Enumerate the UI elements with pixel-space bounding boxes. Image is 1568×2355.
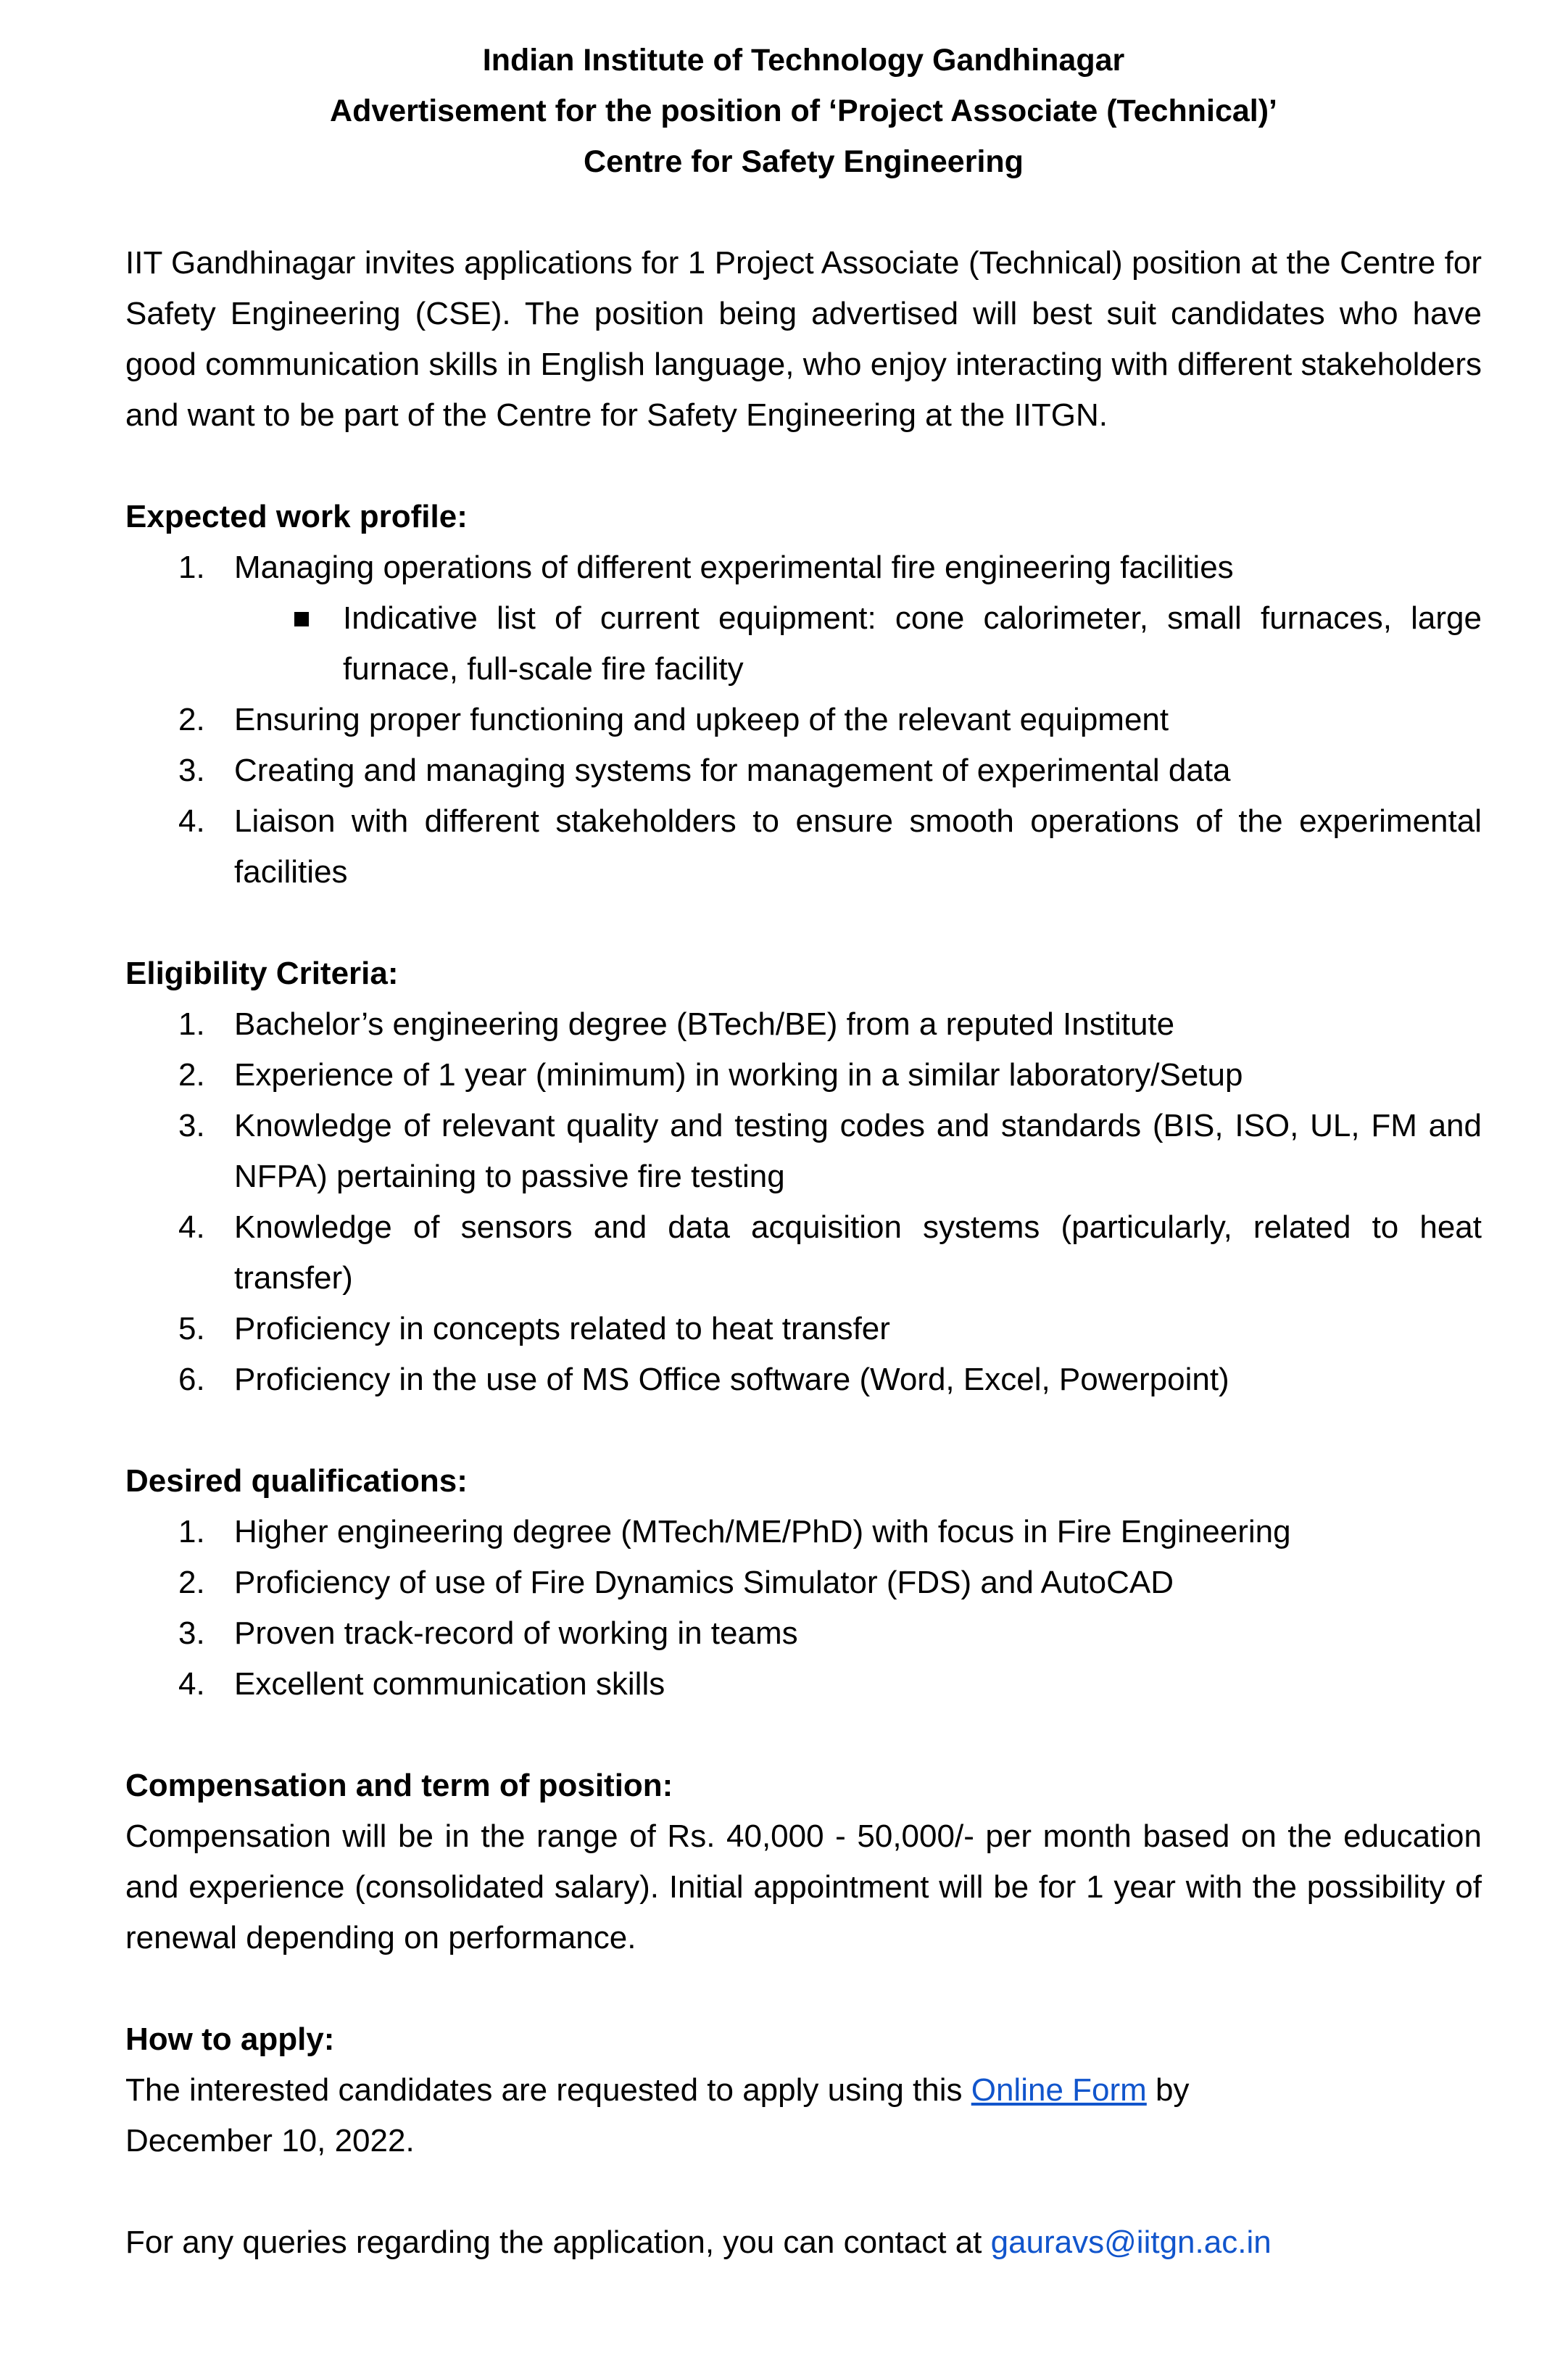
list-number: 1. bbox=[178, 1514, 205, 1549]
list-item bbox=[125, 745, 1482, 796]
document-page bbox=[125, 35, 1482, 2268]
list-number: 1. bbox=[178, 1006, 205, 1042]
spacer bbox=[125, 898, 1482, 948]
desired-qualifications-heading: Desired qualifications: bbox=[125, 1463, 468, 1499]
list-item-text: Knowledge of sensors and data acquisition systems (particularly, related to heat transfer) bbox=[234, 1209, 1482, 1296]
list-number: 1. bbox=[178, 550, 205, 585]
list-number: 2. bbox=[178, 1565, 205, 1600]
online-form-link[interactable]: Online Form bbox=[971, 2072, 1147, 2108]
list-item bbox=[125, 796, 1482, 898]
institute-name: Indian Institute of Technology Gandhinagar bbox=[482, 43, 1125, 78]
spacer bbox=[125, 187, 1482, 238]
apply-text: The interested candidates are requested to apply using this bbox=[125, 2072, 971, 2108]
list-item-text: Ensuring proper functioning and upkeep of the relevant equipment bbox=[234, 702, 1169, 737]
list-item bbox=[125, 1608, 1482, 1659]
list-number: 6. bbox=[178, 1362, 205, 1397]
list-item bbox=[125, 1304, 1482, 1354]
list-item-text: Excellent communication skills bbox=[234, 1666, 665, 1702]
list-item bbox=[125, 1507, 1482, 1557]
advertisement-title: Advertisement for the position of ‘Project Associate (Technical)’ bbox=[330, 94, 1277, 128]
list-item bbox=[125, 542, 1482, 593]
apply-text-suffix: by bbox=[1146, 2072, 1190, 2108]
list-number: 4. bbox=[178, 1666, 205, 1702]
apply-deadline: December 10, 2022. bbox=[125, 2123, 415, 2159]
list-item bbox=[125, 1050, 1482, 1101]
compensation-paragraph: Compensation will be in the range of Rs. 40,000 - 50,000/- per month based on the education and experience (consolidated salary). Initial appointment will be for 1 year with the possibility of renewal depending on performance. bbox=[125, 1818, 1482, 1955]
desired-qualifications-list bbox=[125, 1507, 1482, 1710]
eligibility-list bbox=[125, 999, 1482, 1405]
list-number: 5. bbox=[178, 1311, 205, 1346]
list-number: 3. bbox=[178, 753, 205, 788]
spacer bbox=[125, 1405, 1482, 1456]
contact-paragraph bbox=[125, 2217, 1482, 2268]
list-item-text: Proficiency of use of Fire Dynamics Simulator (FDS) and AutoCAD bbox=[234, 1565, 1174, 1600]
list-item-text: Proficiency in concepts related to heat transfer bbox=[234, 1311, 890, 1346]
sub-list-item bbox=[125, 593, 1482, 695]
apply-paragraph bbox=[125, 2065, 1482, 2116]
sub-list-item-text: Indicative list of current equipment: cone calorimeter, small furnaces, large furnace, full-scale fire facility bbox=[343, 600, 1482, 687]
list-number: 4. bbox=[178, 803, 205, 839]
list-item-text: Knowledge of relevant quality and testing codes and standards (BIS, ISO, UL, FM and NFPA) pertaining to passive fire testing bbox=[234, 1108, 1482, 1194]
list-number: 2. bbox=[178, 1057, 205, 1093]
eligibility-heading: Eligibility Criteria: bbox=[125, 956, 399, 991]
spacer bbox=[125, 2166, 1482, 2217]
centre-name: Centre for Safety Engineering bbox=[584, 144, 1024, 179]
contact-text: For any queries regarding the application, you can contact at bbox=[125, 2224, 991, 2260]
list-item bbox=[125, 1557, 1482, 1608]
work-profile-heading: Expected work profile: bbox=[125, 499, 468, 534]
list-item-text: Managing operations of different experimental fire engineering facilities bbox=[234, 550, 1234, 585]
list-item-text: Proficiency in the use of MS Office software (Word, Excel, Powerpoint) bbox=[234, 1362, 1229, 1397]
list-number: 3. bbox=[178, 1615, 205, 1651]
list-item-text: Liaison with different stakeholders to ensure smooth operations of the experimental facilities bbox=[234, 803, 1482, 890]
list-item bbox=[125, 1202, 1482, 1304]
square-bullet-icon bbox=[294, 612, 309, 626]
list-item bbox=[125, 999, 1482, 1050]
list-number: 4. bbox=[178, 1209, 205, 1245]
list-item-text: Creating and managing systems for management of experimental data bbox=[234, 753, 1231, 788]
list-item-text: Higher engineering degree (MTech/ME/PhD) with focus in Fire Engineering bbox=[234, 1514, 1291, 1549]
work-profile-list bbox=[125, 542, 1482, 898]
list-item-text: Experience of 1 year (minimum) in working in a similar laboratory/Setup bbox=[234, 1057, 1243, 1093]
list-item bbox=[125, 1101, 1482, 1202]
list-item-text: Bachelor’s engineering degree (BTech/BE) from a reputed Institute bbox=[234, 1006, 1175, 1042]
list-item-text: Proven track-record of working in teams bbox=[234, 1615, 798, 1651]
document-header bbox=[125, 35, 1482, 187]
list-item bbox=[125, 1354, 1482, 1405]
spacer bbox=[125, 441, 1482, 492]
compensation-heading: Compensation and term of position: bbox=[125, 1768, 673, 1803]
spacer bbox=[125, 1710, 1482, 1760]
spacer bbox=[125, 1963, 1482, 2014]
list-number: 3. bbox=[178, 1108, 205, 1143]
list-number: 2. bbox=[178, 702, 205, 737]
contact-email-link[interactable]: gauravs@iitgn.ac.in bbox=[990, 2224, 1272, 2260]
list-item bbox=[125, 1659, 1482, 1710]
how-to-apply-heading: How to apply: bbox=[125, 2021, 335, 2057]
intro-paragraph: IIT Gandhinagar invites applications for 1 Project Associate (Technical) position at the Centre for Safety Engineering (CSE). The position being advertised will best suit candidates who have good communication skills in English language, who enjoy interacting with different stakeholders and want to be part of the Centre for Safety Engineering at the IITGN. bbox=[125, 245, 1482, 433]
list-item bbox=[125, 695, 1482, 745]
